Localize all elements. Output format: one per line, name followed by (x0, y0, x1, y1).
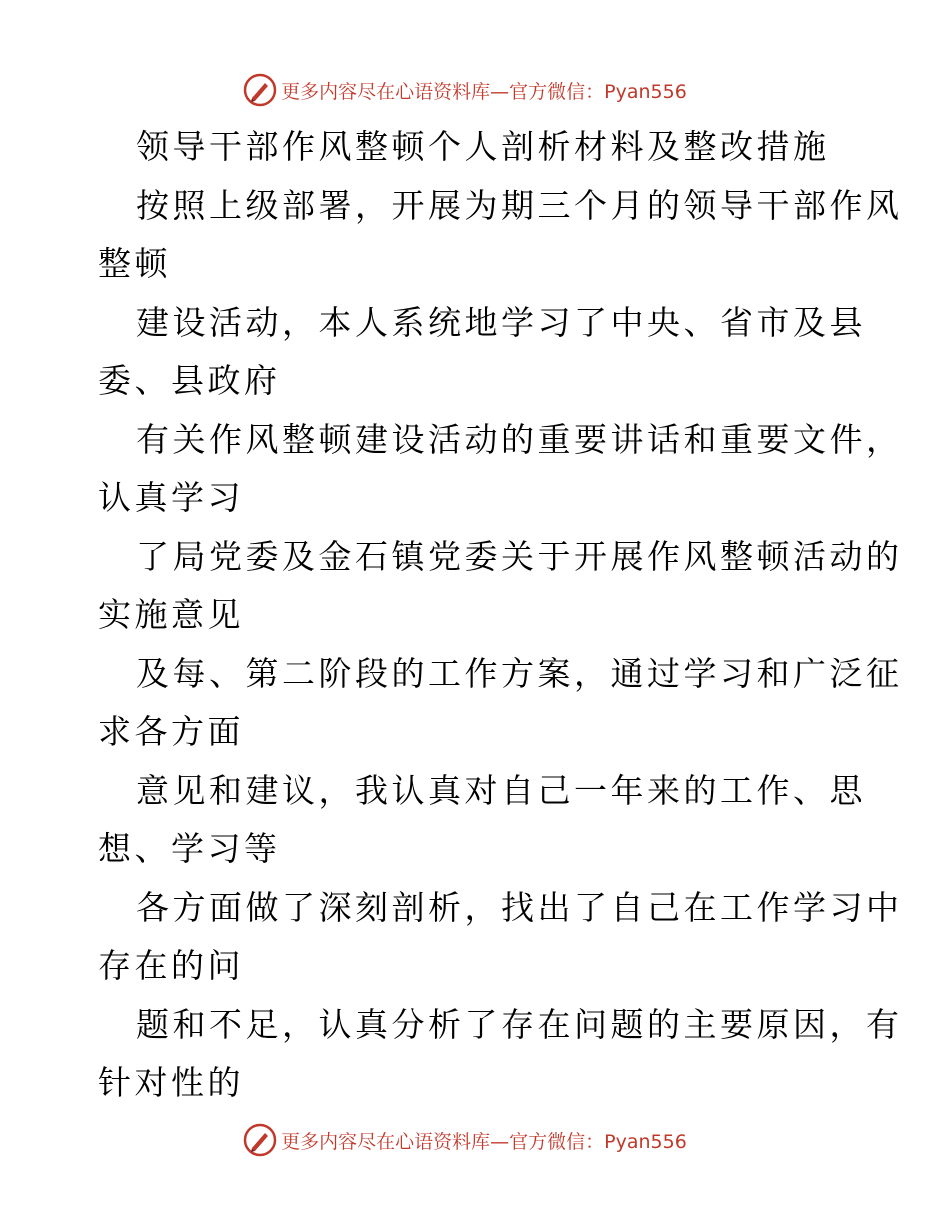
document-line: 了局党委及金石镇党委关于开展作风整顿活动的 (136, 536, 903, 576)
pen-logo-icon (243, 1123, 277, 1157)
document-line: 存在的问 (98, 946, 244, 985)
document-line: 意见和建议，我认真对自己一年来的工作、思 (136, 770, 866, 810)
document-line: 建设活动，本人系统地学习了中央、省市及县 (136, 302, 866, 342)
document-line: 认真学习 (98, 478, 244, 517)
document-line: 委、县政府 (98, 361, 281, 400)
header-watermark (0, 70, 950, 110)
watermark-group (243, 1123, 687, 1157)
pen-logo-icon (243, 73, 277, 107)
document-line: 领导干部作风整顿个人剖析材料及整改措施 (136, 127, 830, 166)
document-body (98, 118, 903, 1113)
document-line: 想、学习等 (98, 829, 281, 868)
document-line: 有关作风整顿建设活动的重要讲话和重要文件， (136, 419, 903, 459)
document-line: 及每、第二阶段的工作方案，通过学习和广泛征 (136, 653, 903, 693)
document-line: 实施意见 (98, 595, 244, 634)
document-line: 各方面做了深刻剖析，找出了自己在工作学习中 (136, 887, 903, 927)
watermark-group (243, 73, 687, 107)
document-line: 求各方面 (98, 712, 244, 751)
watermark-text: 更多内容尽在心语资料库—官方微信：Pyan556 (281, 1130, 687, 1153)
document-line: 针对性的 (98, 1063, 244, 1102)
document-line: 按照上级部署，开展为期三个月的领导干部作风 (136, 185, 903, 225)
document-line: 整顿 (98, 244, 171, 283)
footer-watermark (0, 1120, 950, 1160)
document-line: 题和不足，认真分析了存在问题的主要原因，有 (136, 1004, 903, 1044)
watermark-text: 更多内容尽在心语资料库—官方微信：Pyan556 (281, 80, 687, 103)
